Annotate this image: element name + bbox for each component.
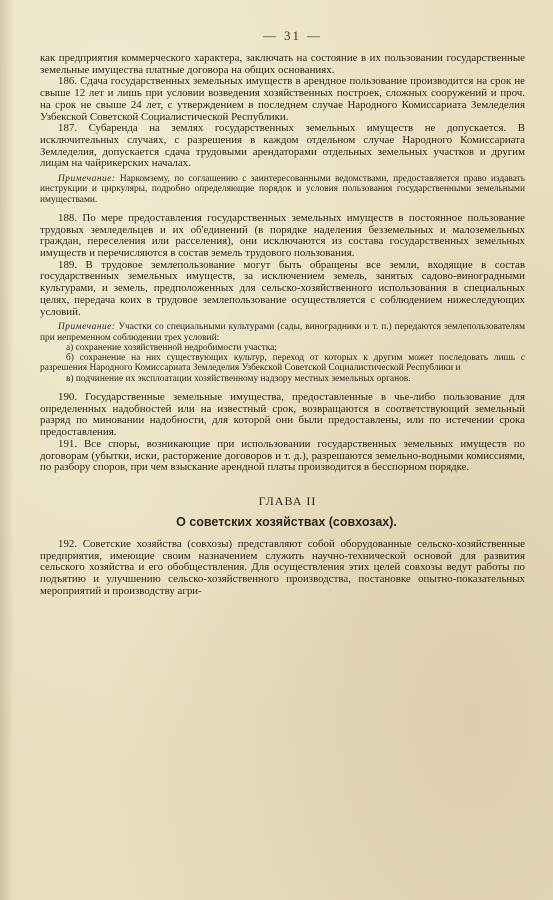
note-1-label: Примечание: bbox=[58, 174, 116, 185]
note-2-text bbox=[40, 322, 525, 343]
paragraph-191: 191. Все споры, возникающие при использовании государственных земельных имуществ по договорам (убытки, иски, расторжение договоров и т. д.), разрешаются земельно-водными комиссиями, по разбору споров, при чем взыскание арендной платы производится в бесспорном порядке. bbox=[40, 437, 525, 474]
note-2 bbox=[40, 322, 525, 384]
note-2-item-b: б) сохранение на них существующих культур, переход от которых к другим может последовать лишь с разрешения Народного Комиссариата Земледелия Узбекской Советской Социалистической Республики и bbox=[40, 353, 525, 374]
note-2-label: Примечание: bbox=[58, 322, 116, 333]
page-number: — 31 — bbox=[40, 28, 525, 44]
paragraph-192: 192. Советские хозяйства (совхозы) представляют собой оборудованные сельско-хозяйственные предприятия, имеющие своим назначением служить научно-технической основой для развития сельского хозяйства и его обобществления. Для осуществления этих целей совхозы ведут работы по подъятию и улучшению сельско-хозяйственного производства, постановке опытно-показательных мероприятий и производству агри- bbox=[40, 537, 525, 597]
note-2-body: Участки со специальными культурами (сады, виноградники и т. п.) передаются землепользователям при непременном соблюдении трех условий: bbox=[40, 322, 525, 343]
paragraph-187: 187. Субаренда на землях государственных земельных имуществ не допускается. В исключительных случаях, с разрешения в каждом отдельном случае Народного Комиссариата Земледелия, допускается сдача трудовыми арендаторами отдельных земельных участков и другим лицам на чайрикерских началах. bbox=[40, 122, 525, 170]
paragraph-continuation: как предприятия коммерческого характера, заключать на состояние в их пользовании государственные земельные имущества платные договора на общих основаниях. bbox=[40, 52, 525, 76]
paragraph-189: 189. В трудовое землепользование могут быть обращены все земли, входящие в состав государственных земельных имуществ, за исключением земель, занятых садово-виноградными культурами, и земель, предположенных для сельско-хозяйственного использования в специальных целях, передача коих в трудовое землепользование осуществляется с соблюдением нижеследующих условий. bbox=[40, 258, 525, 318]
chapter-heading: ГЛАВА II bbox=[258, 493, 317, 508]
chapter-title: О советских хозяйствах (совхозах). bbox=[176, 514, 397, 529]
paragraph-190: 190. Государственные земельные имущества, предоставленные в чье-либо пользование для определенных надобностей или на известный срок, возвращаются в соответствующий земельный разряд по миновании надобности, для которой они были предоставлены, или по истечении срока предоставления. bbox=[40, 391, 525, 439]
page-edge-shadow bbox=[0, 0, 14, 900]
note-1-text bbox=[40, 174, 525, 205]
paragraph-188: 188. По мере предоставления государственных земельных имуществ в постоянное пользование трудовых земледельцев и их об'единений (в порядке наделения безземельных и малоземельных граждан, переселения или расселения), они исключаются из состава государственных земельных имуществ и перечисляются в состав земель трудового пользования. bbox=[40, 211, 525, 260]
note-1 bbox=[40, 174, 525, 205]
paragraph-186: 186. Сдача государственных земельных имуществ в арендное пользование производится на срок не свыше 12 лет и лишь при условии возведения хозяйственных построек, сложных сооружений и проч. на срок не свыше 24 лет, с утверждением в последнем случае Народного Комиссариата Земледелия Узбекской Советской Социалистической Республики. bbox=[40, 75, 525, 123]
note-1-body: Наркомзему, по соглашению с заинтересованными ведомствами, предоставляется право издавать инструкции и циркуляры, подробно определяющие порядок и условия пользования государственными земельными имуществами. bbox=[40, 174, 525, 205]
note-2-item-a: а) сохранение хозяйственной недробимости участка; bbox=[66, 342, 277, 353]
note-2-item-c: в) подчинение их эксплоатации хозяйственному надзору местных земельных органов. bbox=[66, 373, 411, 384]
